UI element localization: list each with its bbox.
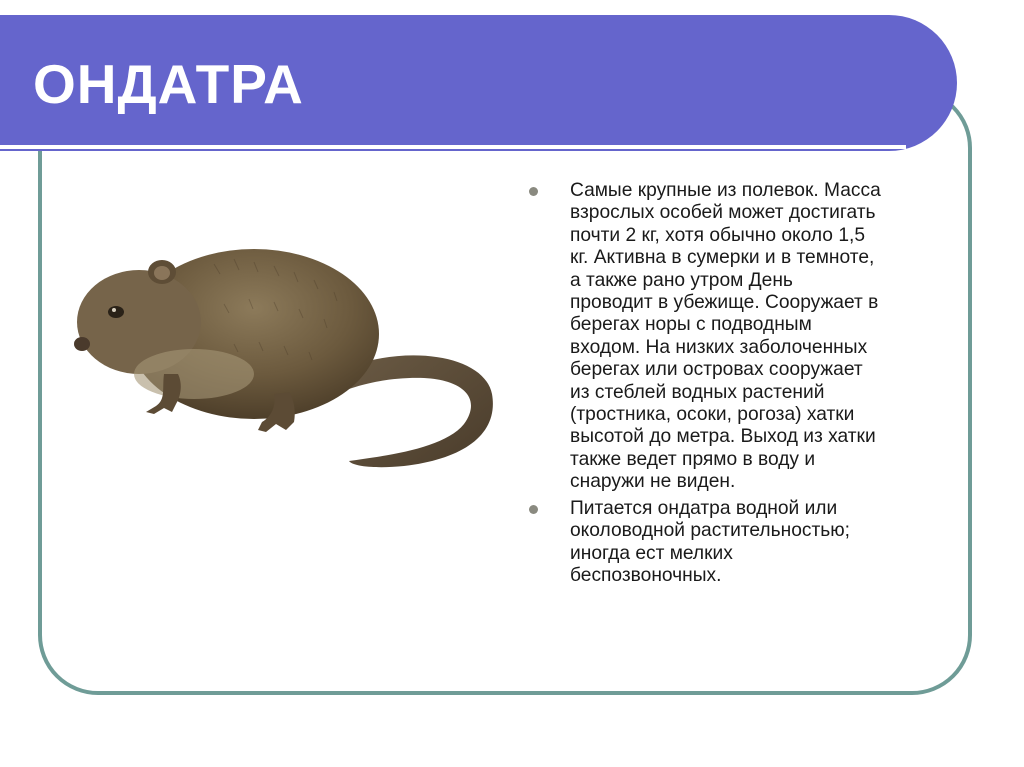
bullet-1-line: берегах норы с подводным — [570, 314, 812, 336]
bullet-dot-icon — [529, 187, 538, 196]
bullet-item — [528, 498, 948, 588]
bullet-1-line: Самые крупные из полевок. Масса — [570, 180, 881, 201]
bullet-1-line: а также рано утром День — [570, 269, 793, 291]
bullet-1-line: высотой до метра. Выход из хатки — [570, 426, 876, 448]
muskrat-illustration — [44, 184, 524, 490]
bullet-2-line: иногда ест мелких — [570, 542, 733, 564]
description-list — [528, 180, 948, 591]
bullet-dot-icon — [529, 505, 538, 514]
title-underline — [0, 145, 906, 149]
bullet-1-line: взрослых особей может достигать — [570, 202, 876, 224]
bullet-1-line: также ведет прямо в воду и — [570, 448, 816, 470]
bullet-1-line: почти 2 кг, хотя обычно около 1,5 — [570, 224, 865, 246]
bullet-1-line: (тростника, осоки, рогоза) хатки — [570, 404, 855, 426]
bullet-1-line: берегах или островах сооружает — [570, 359, 863, 381]
slide-title: ОНДАТРА — [33, 53, 304, 115]
muskrat-image — [44, 184, 524, 490]
bullet-1-line: снаружи не виден. — [570, 471, 736, 493]
title-bar — [0, 15, 957, 151]
bullet-1-line: входом. На низких заболоченных — [570, 336, 868, 358]
bullet-1-line: из стеблей водных растений — [570, 381, 825, 403]
bullet-2-line: Питается ондатра водной или — [570, 497, 838, 519]
bullet-1-line: кг. Активна в сумерки и в темноте, — [570, 247, 875, 269]
bullet-item — [528, 180, 948, 494]
bullet-1-line: проводит в убежище. Сооружает в — [570, 292, 879, 314]
bullet-2-line: околоводной растительностью; — [570, 520, 850, 542]
bullet-2-line: беспозвоночных. — [570, 564, 722, 586]
